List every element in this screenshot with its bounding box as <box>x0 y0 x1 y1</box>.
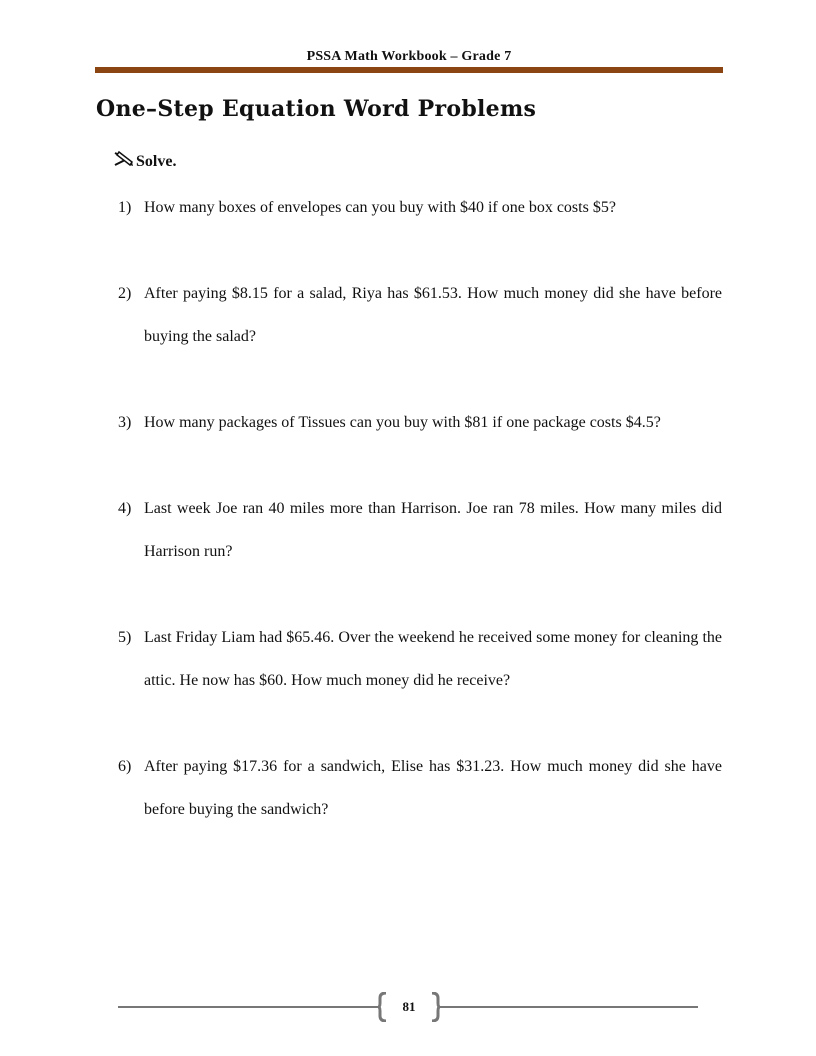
problem-item <box>118 487 722 573</box>
problem-number: 2) <box>118 285 132 302</box>
problem-text: How many boxes of envelopes can you buy with $40 if one box costs $5? <box>144 199 616 216</box>
pencil-icon <box>113 150 136 173</box>
problem-text: Last Friday Liam had $65.46. Over the weekend he received some money for cleaning the attic. He now has $60. How much money did he receive? <box>144 629 722 689</box>
problem-item <box>118 745 722 831</box>
page-number: 81 <box>402 999 416 1014</box>
footer-divider-right <box>440 1006 698 1008</box>
problem-text: How many packages of Tissues can you buy with $81 if one package costs $4.5? <box>144 414 661 431</box>
problem-item <box>118 272 722 358</box>
page-title: One–Step Equation Word Problems <box>96 96 537 122</box>
instruction <box>113 150 176 173</box>
problem-number: 3) <box>118 414 132 431</box>
problem-item <box>118 401 722 444</box>
problem-item <box>118 616 722 702</box>
page-number-badge <box>378 992 440 1022</box>
page-header: PSSA Math Workbook – Grade 7 <box>306 49 512 64</box>
instruction-label: Solve. <box>136 152 177 170</box>
problem-list <box>118 186 722 874</box>
problem-number: 6) <box>118 758 132 775</box>
problem-number: 4) <box>118 500 132 517</box>
problem-text: Last week Joe ran 40 miles more than Harrison. Joe ran 78 miles. How many miles did Harrison run? <box>144 500 722 560</box>
problem-item <box>118 186 722 229</box>
footer-divider-left <box>118 1006 378 1008</box>
problem-number: 5) <box>118 629 132 646</box>
problem-number: 1) <box>118 199 132 216</box>
problem-text: After paying $8.15 for a salad, Riya has $61.53. How much money did she have before buying the salad? <box>144 285 722 345</box>
header-divider <box>95 67 723 73</box>
problem-text: After paying $17.36 for a sandwich, Elise has $31.23. How much money did she have before buying the sandwich? <box>144 758 722 818</box>
